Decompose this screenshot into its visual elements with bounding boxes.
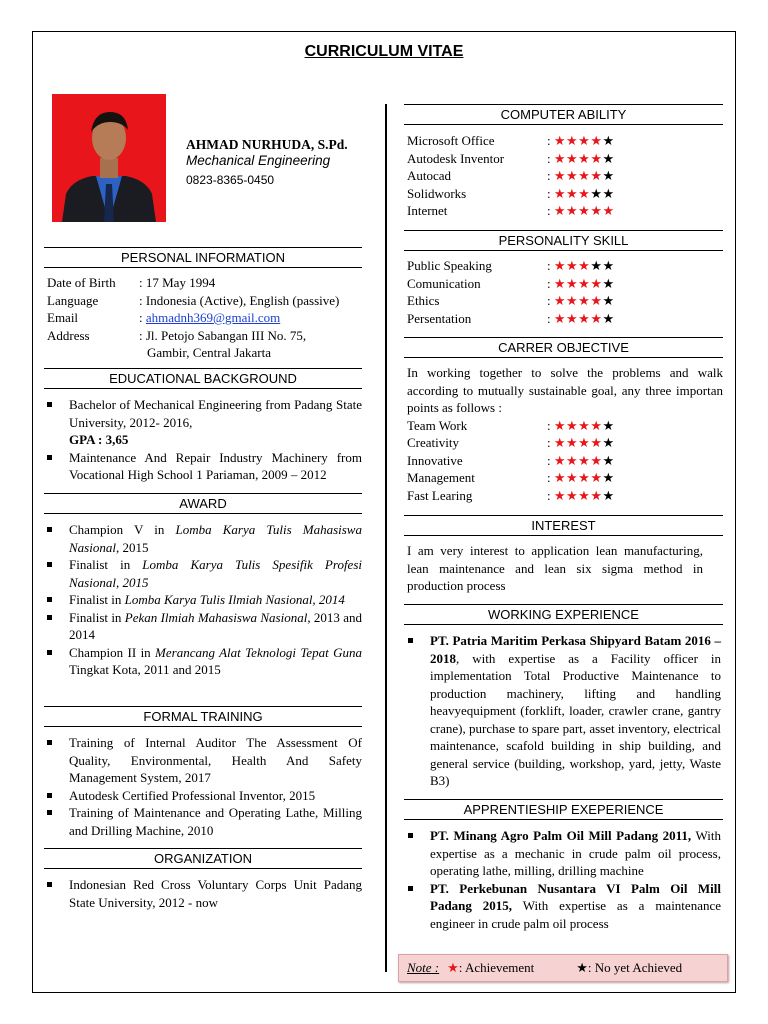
objective-text: In working together to solve the problems and walk according to mutually sustainable goal, any three importan points as follows : (407, 365, 723, 415)
rating-stars-icon: ★★★★ (553, 168, 603, 183)
organization-list (44, 876, 362, 911)
interest-text: I am very interest to application lean manufacturing, lean maintenance and lean six sigma method in production process (407, 543, 703, 593)
computer-heading: COMPUTER ABILITY (404, 104, 723, 125)
list-item: Training of Maintenance and Operating Lathe, Milling and Drilling Machine, 2010 (44, 804, 362, 839)
profile-photo (52, 94, 166, 222)
award-list (44, 521, 362, 679)
rating-stars-icon: ★★★★ (553, 275, 603, 291)
legend-not-achieved: : No yet Achieved (587, 960, 683, 976)
personality-skills (407, 257, 723, 327)
not-achieved-star-icon: ★ (576, 960, 588, 976)
candidate-name: AHMAD NURHUDA, S.Pd. (186, 137, 348, 152)
email-row: Email : ahmadnh369@gmail.com (47, 310, 281, 325)
skill-row: Solidworks : ★★★★★ (407, 185, 615, 201)
rating-legend (398, 954, 728, 982)
rating-stars-icon: ★★★ (553, 185, 591, 201)
page-title: CURRICULUM VITAE (304, 43, 464, 60)
skill-row: Public Speaking : ★★★★★ (407, 258, 615, 273)
rating-stars-icon: ★★★★ (553, 417, 603, 433)
list-item: Finalist in Pekan Ilmiah Mahasiswa Nasional, 2013 and 2014 (44, 609, 362, 644)
person-portrait-icon (52, 94, 166, 222)
list-item: PT. Perkebunan Nusantara VI Palm Oil Mill Padang 2015, With expertise as a maintenance engineer in crude palm oil process (405, 880, 721, 933)
skill-row: Ethics : ★★★★★ (407, 293, 615, 308)
list-item: Champion V in Lomba Karya Tulis Mahasiswa Nasional, 2015 (44, 521, 362, 556)
skill-row: Fast Learing : ★★★★★ (407, 487, 615, 503)
skill-row: Persentation : ★★★★★ (407, 310, 615, 326)
list-item: PT. Patria Maritim Perkasa Shipyard Batam 2016 – 2018, with expertise as a Facility officer in implementation Total Productive Maintenance to production machinery, lifting and handling heavyequipment (forklift, loader, crawler crane, gantry crane), purchase to spare part, asset inventory, electrical maintenance, scafold building in ship building, and general service (building, workshop, yard, jetty, Waste B3) (405, 632, 721, 790)
rating-stars-icon: ★★★★ (553, 133, 603, 148)
list-item: Finalist in Lomba Karya Tulis Ilmiah Nasional, 2014 (44, 591, 362, 609)
objective-section (407, 364, 723, 504)
skill-row: Management : ★★★★★ (407, 470, 615, 485)
skill-row: Comunication : ★★★★★ (407, 275, 615, 291)
legend-label: Note : (407, 960, 440, 976)
skill-row: Creativity : ★★★★★ (407, 435, 615, 450)
rating-stars-icon: ★★★ (553, 258, 591, 273)
personal-info-heading: PERSONAL INFORMATION (44, 247, 362, 268)
skill-row: Innovative : ★★★★★ (407, 452, 615, 468)
candidate-role: Mechanical Engineering (186, 153, 331, 168)
skill-row: Internet : ★★★★★ (407, 203, 615, 218)
skill-row: Microsoft Office : ★★★★★ (407, 133, 615, 148)
dob-row: Date of Birth : 17 May 1994 (47, 275, 216, 290)
rating-stars-icon: ★★★★ (553, 310, 603, 326)
objective-heading: CARRER OBJECTIVE (404, 337, 723, 358)
training-heading: FORMAL TRAINING (44, 706, 362, 727)
rating-stars-icon: ★★★★ (553, 452, 603, 468)
achieved-star-icon: ★ (447, 960, 459, 976)
legend-achieved: : Achievement (458, 960, 535, 976)
rating-stars-icon: ★★★★ (553, 150, 603, 166)
award-heading: AWARD (44, 493, 362, 514)
list-item: Maintenance And Repair Industry Machinery from Vocational High School 1 Pariaman, 2009 – 2012 (44, 449, 362, 484)
education-list (44, 396, 362, 484)
apprentice-list (405, 827, 721, 932)
computer-skills (407, 132, 723, 220)
personality-heading: PERSONALITY SKILL (404, 230, 723, 251)
list-item: PT. Minang Agro Palm Oil Mill Padang 2011, With expertise as a mechanic in crude palm oil process, operating lathe, milling, drilling machine (405, 827, 721, 880)
language-row: Language : Indonesia (Active), English (passive) (47, 292, 340, 308)
skill-row: Autodesk Inventor : ★★★★★ (407, 150, 615, 166)
email-link[interactable]: ahmadnh369@gmail.com (145, 310, 281, 325)
work-heading: WORKING EXPERIENCE (404, 604, 723, 625)
list-item: Finalist in Lomba Karya Tulis Spesifik Profesi Nasional, 2015 (44, 556, 362, 591)
column-divider (385, 104, 387, 972)
organization-heading: ORGANIZATION (44, 848, 362, 869)
rating-stars-icon: ★★★★ (553, 293, 603, 308)
work-list (405, 632, 721, 790)
rating-stars-icon: ★★★★ (553, 487, 603, 503)
address-row: Address : Jl. Petojo Sabangan III No. 75, (47, 327, 307, 343)
apprentice-heading: APPRENTIESHIP EXEPERIENCE (404, 799, 723, 820)
list-item: Indonesian Red Cross Voluntary Corps Unit Padang State University, 2012 - now (44, 876, 362, 911)
skill-row: Team Work : ★★★★★ (407, 417, 615, 433)
list-item: Autodesk Certified Professional Inventor, 2015 (44, 787, 362, 805)
interest-heading: INTEREST (404, 515, 723, 536)
candidate-phone: 0823-8365-0450 (186, 173, 275, 187)
training-list (44, 734, 362, 839)
skill-row: Autocad : ★★★★★ (407, 168, 615, 183)
education-heading: EDUCATIONAL BACKGROUND (44, 368, 362, 389)
personal-info (47, 274, 367, 362)
address-row-2: Gambir, Central Jakarta (147, 345, 272, 360)
rating-stars-icon: ★★★★ (553, 470, 603, 485)
rating-stars-icon: ★★★★ (553, 435, 603, 450)
list-item: Champion II in Merancang Alat Teknologi Tepat Guna Tingkat Kota, 2011 and 2015 (44, 644, 362, 679)
rating-stars-icon: ★★★★★ (553, 203, 615, 218)
list-item: Bachelor of Mechanical Engineering from Padang State University, 2012- 2016, GPA : 3,65 (44, 396, 362, 449)
list-item: Training of Internal Auditor The Assessment Of Quality, Environmental, Health And Safety Management System, 2017 (44, 734, 362, 787)
